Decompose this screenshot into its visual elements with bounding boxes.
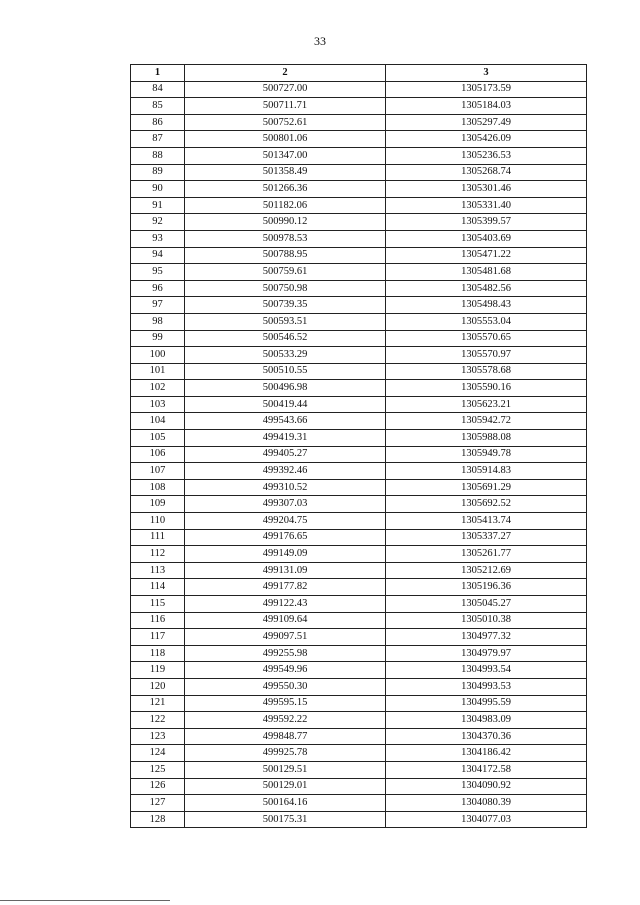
x-coordinate-cell: 499925.78 [185,745,386,762]
column-header-1: 1 [131,65,185,82]
y-coordinate-cell: 1305236.53 [386,147,587,164]
point-number-cell: 128 [131,811,185,828]
point-number-cell: 103 [131,396,185,413]
y-coordinate-cell: 1305482.56 [386,280,587,297]
y-coordinate-cell: 1305301.46 [386,181,587,198]
table-row [131,479,587,496]
point-number-cell: 119 [131,662,185,679]
y-coordinate-cell: 1304080.39 [386,795,587,812]
table-row [131,811,587,828]
table-header-row [131,65,587,82]
x-coordinate-cell: 499176.65 [185,529,386,546]
point-number-cell: 104 [131,413,185,430]
x-coordinate-cell: 500752.61 [185,114,386,131]
table-row [131,579,587,596]
point-number-cell: 84 [131,81,185,98]
footnote-separator-line [0,900,170,901]
x-coordinate-cell: 499177.82 [185,579,386,596]
table-row [131,596,587,613]
y-coordinate-cell: 1305173.59 [386,81,587,98]
x-coordinate-cell: 500711.71 [185,98,386,115]
point-number-cell: 101 [131,363,185,380]
y-coordinate-cell: 1305691.29 [386,479,587,496]
y-coordinate-cell: 1305331.40 [386,197,587,214]
y-coordinate-cell: 1305399.57 [386,214,587,231]
point-number-cell: 97 [131,297,185,314]
point-number-cell: 113 [131,562,185,579]
y-coordinate-cell: 1304983.09 [386,712,587,729]
table-row [131,795,587,812]
table-row [131,230,587,247]
point-number-cell: 115 [131,596,185,613]
point-number-cell: 118 [131,645,185,662]
point-number-cell: 94 [131,247,185,264]
point-number-cell: 96 [131,280,185,297]
x-coordinate-cell: 500750.98 [185,280,386,297]
column-header-3: 3 [386,65,587,82]
point-number-cell: 85 [131,98,185,115]
table-row [131,98,587,115]
point-number-cell: 95 [131,264,185,281]
point-number-cell: 117 [131,629,185,646]
table-row [131,181,587,198]
table-row [131,330,587,347]
y-coordinate-cell: 1305949.78 [386,446,587,463]
point-number-cell: 121 [131,695,185,712]
table-row [131,745,587,762]
y-coordinate-cell: 1304993.54 [386,662,587,679]
table-row [131,164,587,181]
x-coordinate-cell: 500978.53 [185,230,386,247]
y-coordinate-cell: 1305570.65 [386,330,587,347]
y-coordinate-cell: 1305498.43 [386,297,587,314]
y-coordinate-cell: 1305268.74 [386,164,587,181]
x-coordinate-cell: 499550.30 [185,678,386,695]
point-number-cell: 89 [131,164,185,181]
x-coordinate-cell: 501347.00 [185,147,386,164]
point-number-cell: 102 [131,380,185,397]
point-number-cell: 106 [131,446,185,463]
y-coordinate-cell: 1305578.68 [386,363,587,380]
x-coordinate-cell: 499109.64 [185,612,386,629]
x-coordinate-cell: 499310.52 [185,479,386,496]
table-row [131,247,587,264]
point-number-cell: 100 [131,347,185,364]
table-row [131,446,587,463]
page-number: 33 [314,34,326,48]
y-coordinate-cell: 1305212.69 [386,562,587,579]
point-number-cell: 116 [131,612,185,629]
x-coordinate-cell: 499592.22 [185,712,386,729]
y-coordinate-cell: 1305942.72 [386,413,587,430]
table-row [131,645,587,662]
table-row [131,662,587,679]
point-number-cell: 108 [131,479,185,496]
table-row [131,264,587,281]
y-coordinate-cell: 1304995.59 [386,695,587,712]
y-coordinate-cell: 1304993.53 [386,678,587,695]
x-coordinate-cell: 500129.01 [185,778,386,795]
table-row [131,297,587,314]
y-coordinate-cell: 1305413.74 [386,513,587,530]
point-number-cell: 123 [131,728,185,745]
point-number-cell: 110 [131,513,185,530]
x-coordinate-cell: 499543.66 [185,413,386,430]
x-coordinate-cell: 500175.31 [185,811,386,828]
table-row [131,629,587,646]
y-coordinate-cell: 1305337.27 [386,529,587,546]
x-coordinate-cell: 500496.98 [185,380,386,397]
table-row [131,430,587,447]
table-row [131,513,587,530]
x-coordinate-cell: 500990.12 [185,214,386,231]
point-number-cell: 105 [131,430,185,447]
x-coordinate-cell: 501358.49 [185,164,386,181]
point-number-cell: 120 [131,678,185,695]
y-coordinate-cell: 1305184.03 [386,98,587,115]
point-number-cell: 122 [131,712,185,729]
point-number-cell: 86 [131,114,185,131]
point-number-cell: 114 [131,579,185,596]
y-coordinate-cell: 1305988.08 [386,430,587,447]
table-row [131,761,587,778]
x-coordinate-cell: 499392.46 [185,463,386,480]
table-row [131,612,587,629]
point-number-cell: 90 [131,181,185,198]
x-coordinate-cell: 499204.75 [185,513,386,530]
x-coordinate-cell: 500801.06 [185,131,386,148]
point-number-cell: 107 [131,463,185,480]
point-number-cell: 125 [131,761,185,778]
table-row [131,81,587,98]
x-coordinate-cell: 499131.09 [185,562,386,579]
table-row [131,313,587,330]
x-coordinate-cell: 499097.51 [185,629,386,646]
y-coordinate-cell: 1305261.77 [386,546,587,563]
table-row [131,147,587,164]
y-coordinate-cell: 1305045.27 [386,596,587,613]
x-coordinate-cell: 499255.98 [185,645,386,662]
table-row [131,778,587,795]
x-coordinate-cell: 499149.09 [185,546,386,563]
x-coordinate-cell: 500510.55 [185,363,386,380]
x-coordinate-cell: 501182.06 [185,197,386,214]
x-coordinate-cell: 500759.61 [185,264,386,281]
point-number-cell: 88 [131,147,185,164]
table-row [131,712,587,729]
table-row [131,197,587,214]
x-coordinate-cell: 500727.00 [185,81,386,98]
y-coordinate-cell: 1304977.32 [386,629,587,646]
table-row [131,280,587,297]
x-coordinate-cell: 499595.15 [185,695,386,712]
table-row [131,678,587,695]
table-row [131,529,587,546]
column-header-2: 2 [185,65,386,82]
x-coordinate-cell: 499405.27 [185,446,386,463]
y-coordinate-cell: 1304090.92 [386,778,587,795]
point-number-cell: 109 [131,496,185,513]
x-coordinate-cell: 501266.36 [185,181,386,198]
y-coordinate-cell: 1304172.58 [386,761,587,778]
y-coordinate-cell: 1305297.49 [386,114,587,131]
y-coordinate-cell: 1304186.42 [386,745,587,762]
y-coordinate-cell: 1305914.83 [386,463,587,480]
x-coordinate-cell: 499122.43 [185,596,386,613]
y-coordinate-cell: 1305481.68 [386,264,587,281]
table-row [131,396,587,413]
table-row [131,380,587,397]
point-number-cell: 126 [131,778,185,795]
x-coordinate-cell: 500419.44 [185,396,386,413]
point-number-cell: 124 [131,745,185,762]
table-row [131,347,587,364]
table-row [131,562,587,579]
table-row [131,695,587,712]
x-coordinate-cell: 500788.95 [185,247,386,264]
x-coordinate-cell: 499307.03 [185,496,386,513]
y-coordinate-cell: 1304077.03 [386,811,587,828]
point-number-cell: 99 [131,330,185,347]
table-row [131,496,587,513]
x-coordinate-cell: 499848.77 [185,728,386,745]
y-coordinate-cell: 1305553.04 [386,313,587,330]
y-coordinate-cell: 1305426.09 [386,131,587,148]
y-coordinate-cell: 1305196.36 [386,579,587,596]
point-number-cell: 127 [131,795,185,812]
y-coordinate-cell: 1305010.38 [386,612,587,629]
y-coordinate-cell: 1304370.36 [386,728,587,745]
x-coordinate-cell: 500593.51 [185,313,386,330]
table-body [131,81,587,828]
point-number-cell: 91 [131,197,185,214]
y-coordinate-cell: 1305590.16 [386,380,587,397]
x-coordinate-cell: 499419.31 [185,430,386,447]
y-coordinate-cell: 1305403.69 [386,230,587,247]
x-coordinate-cell: 499549.96 [185,662,386,679]
table-row [131,363,587,380]
x-coordinate-cell: 500739.35 [185,297,386,314]
x-coordinate-cell: 500533.29 [185,347,386,364]
y-coordinate-cell: 1305471.22 [386,247,587,264]
point-number-cell: 111 [131,529,185,546]
table-row [131,463,587,480]
table-row [131,214,587,231]
table-row [131,413,587,430]
y-coordinate-cell: 1304979.97 [386,645,587,662]
point-number-cell: 98 [131,313,185,330]
x-coordinate-cell: 500546.52 [185,330,386,347]
y-coordinate-cell: 1305570.97 [386,347,587,364]
point-number-cell: 93 [131,230,185,247]
table-row [131,131,587,148]
coordinates-table [130,64,587,828]
x-coordinate-cell: 500164.16 [185,795,386,812]
point-number-cell: 112 [131,546,185,563]
table-row [131,114,587,131]
x-coordinate-cell: 500129.51 [185,761,386,778]
y-coordinate-cell: 1305623.21 [386,396,587,413]
table-row [131,728,587,745]
point-number-cell: 92 [131,214,185,231]
table-row [131,546,587,563]
y-coordinate-cell: 1305692.52 [386,496,587,513]
point-number-cell: 87 [131,131,185,148]
